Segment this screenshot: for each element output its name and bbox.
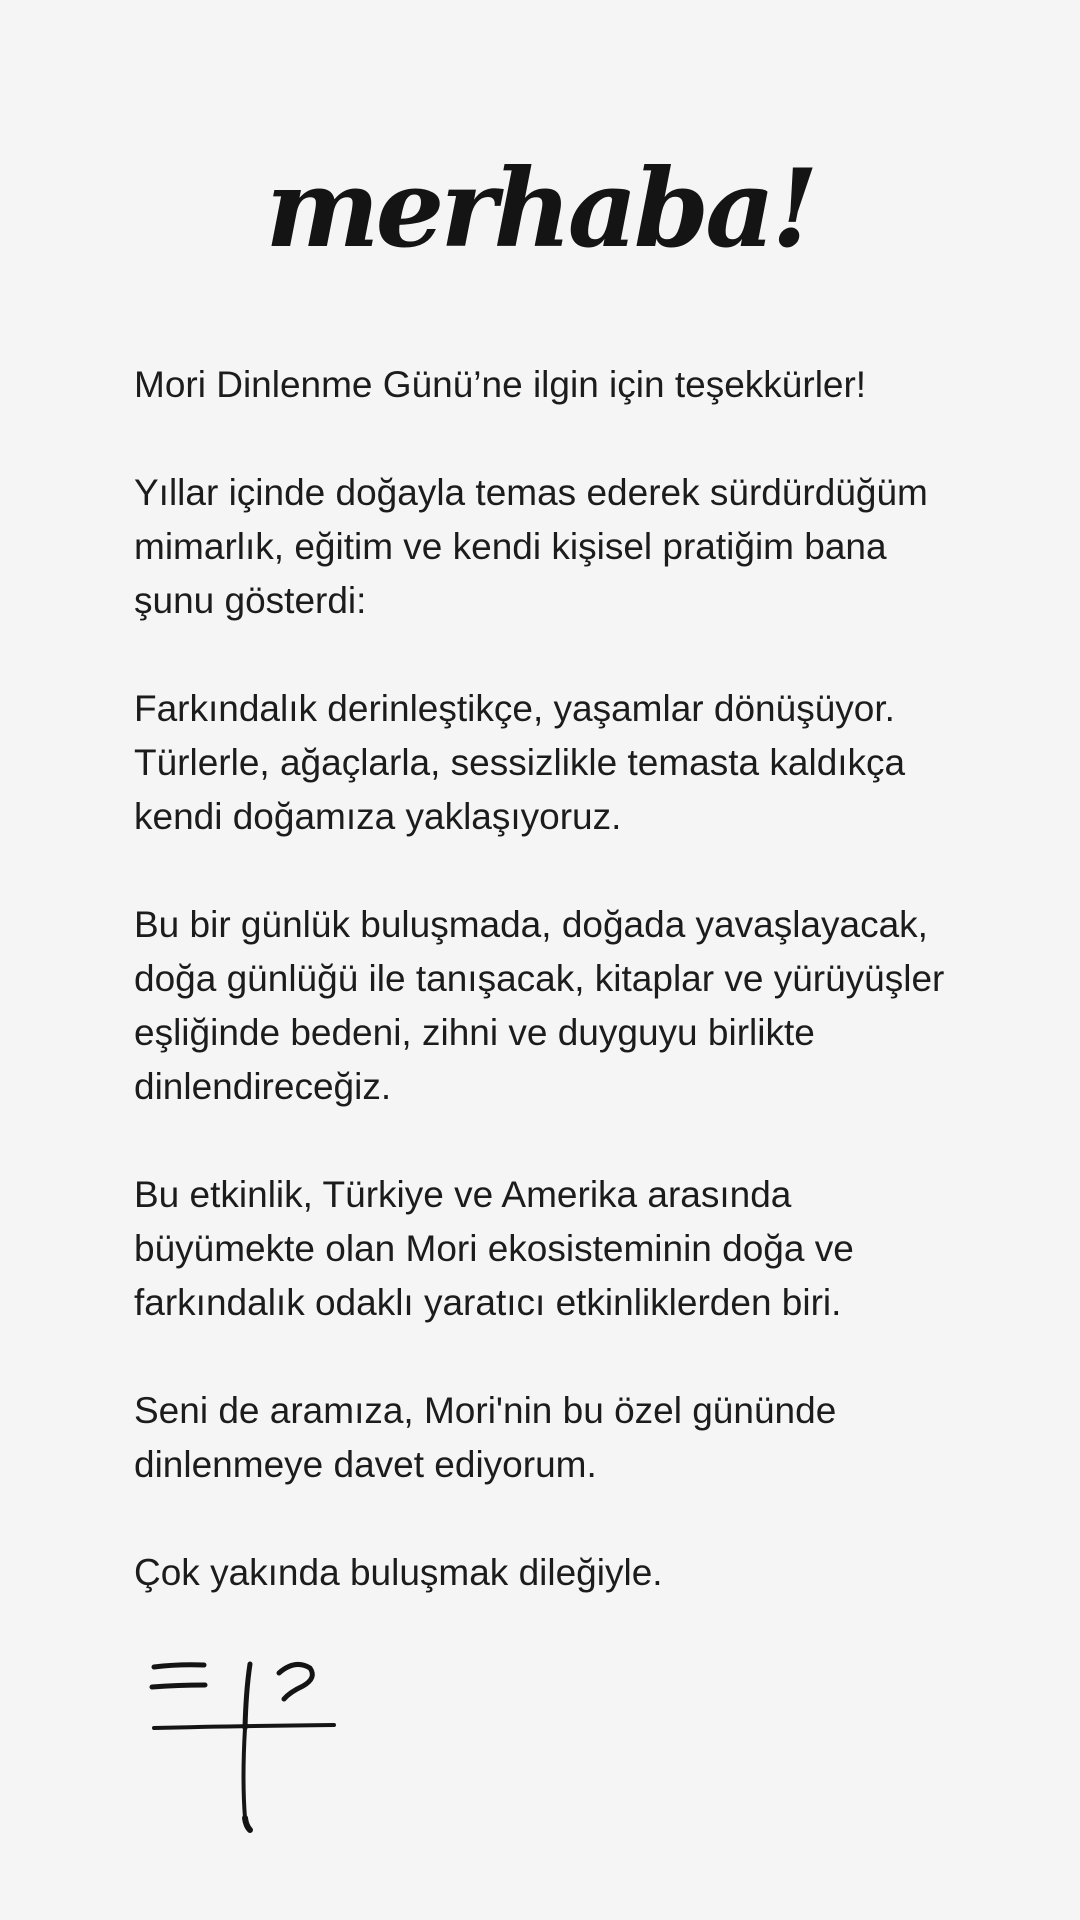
greeting-title: merhaba! [265,146,815,272]
paragraph-closing: Çok yakında buluşmak dileğiyle. [134,1552,663,1593]
paragraph-experience: Yıllar içinde doğayla temas ederek sürdürdüğüm mimarlık, eğitim ve kendi kişisel pratiğim bana şunu gösterdi: [134,472,928,621]
paragraph-awareness: Farkındalık derinleştikçe, yaşamlar dönüşüyor. Türlerle, ağaçlarla, sessizlikle temasta kaldıkça kendi doğamıza yaklaşıyoruz. [134,688,906,837]
paragraph-thanks: Mori Dinlenme Günü’ne ilgin için teşekkürler! [134,364,867,405]
paragraph-meeting: Bu bir günlük buluşmada, doğada yavaşlayacak, doğa günlüğü ile tanışacak, kitaplar ve yürüyüşler eşliğinde bedeni, zihni ve duyguyu birlikte dinlendireceğiz. [134,904,945,1107]
letter-body [134,358,974,1654]
handwritten-signature-icon [140,1650,360,1850]
paragraph-invitation: Seni de aramıza, Mori'nin bu özel gününde dinlenmeye davet ediyorum. [134,1390,837,1485]
paragraph-event: Bu etkinlik, Türkiye ve Amerika arasında büyümekte olan Mori ekosisteminin doğa ve farkındalık odaklı yaratıcı etkinliklerden biri. [134,1174,854,1323]
